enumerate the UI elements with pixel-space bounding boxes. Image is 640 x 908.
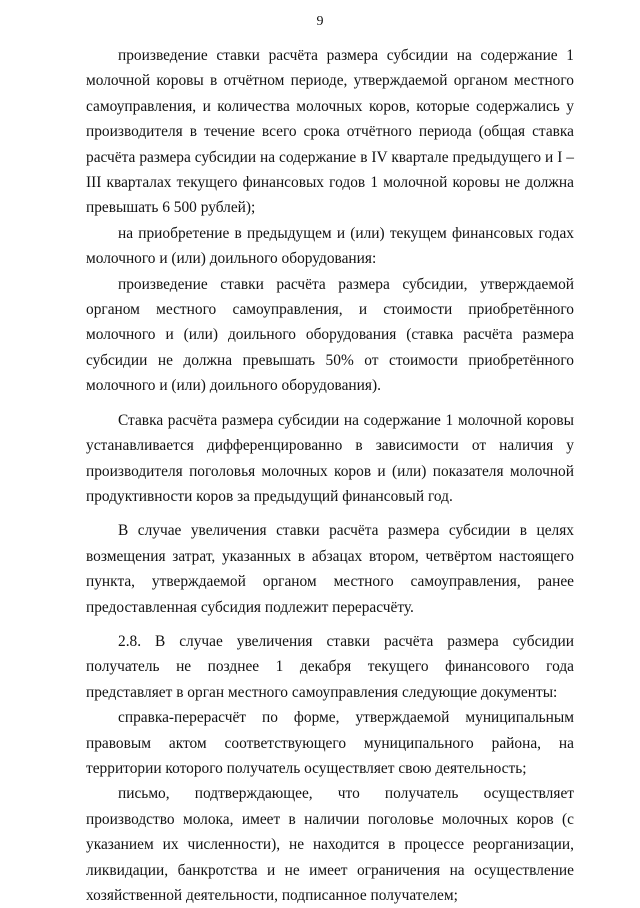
paragraph: на приобретение в предыдущем и (или) текущем финансовых годах молочного и (или) доильного оборудования: <box>86 224 574 268</box>
paragraph: справка-перерасчёт по форме, утверждаемой муниципальным правовым актом соответствующего муниципального района, на территории которого получатель осуществляет свою деятельность; <box>86 709 574 777</box>
paragraph: 2.8. В случае увеличения ставки расчёта размера субсидии получатель не позднее 1 декабря текущего финансового года представляет в орган местного самоуправления следующие документы: <box>86 632 574 701</box>
paragraph: письмо, подтверждающее, что получатель осуществляет производство молока, имеет в наличии поголовье молочных коров (с указанием их численности), не находится в процессе реорганизации, ликвидации, банкротства и не имеет ограничения на осуществление хозяйственной деятельности, подписанное получателем; <box>86 785 574 904</box>
page-number: 9 <box>316 14 324 29</box>
document-body <box>86 43 574 908</box>
paragraph: произведение ставки расчёта размера субсидии на содержание 1 молочной коровы в отчётном периоде, утверждаемой органом местного самоуправления, и количества молочных коров, которые содержались у производителя в течение всего срока отчётного периода (общая ставка расчёта размера субсидии на содержание в IV квартале предыдущего и I – III кварталах текущего финансовых годов 1 молочной коровы не должна превышать 6 500 рублей); <box>86 47 574 217</box>
paragraph: Ставка расчёта размера субсидии на содержание 1 молочной коровы устанавливается дифференцированно в зависимости от наличия у производителя поголовья молочных коров и (или) показателя молочной продуктивности коров за предыдущий финансовый год. <box>86 411 574 505</box>
paragraph: произведение ставки расчёта размера субсидии, утверждаемой органом местного самоуправления, и стоимости приобретённого молочного и (или) доильного оборудования (ставка расчёта размера субсидии не должна превышать 50% от стоимости приобретённого молочного и (или) доильного оборудования). <box>86 275 574 395</box>
paragraph: В случае увеличения ставки расчёта размера субсидии в целях возмещения затрат, указанных в абзацах втором, четвёртом настоящего пункта, утверждаемой органом местного самоуправления, ранее предоставленная субсидия подлежит перерасчёту. <box>86 522 574 616</box>
